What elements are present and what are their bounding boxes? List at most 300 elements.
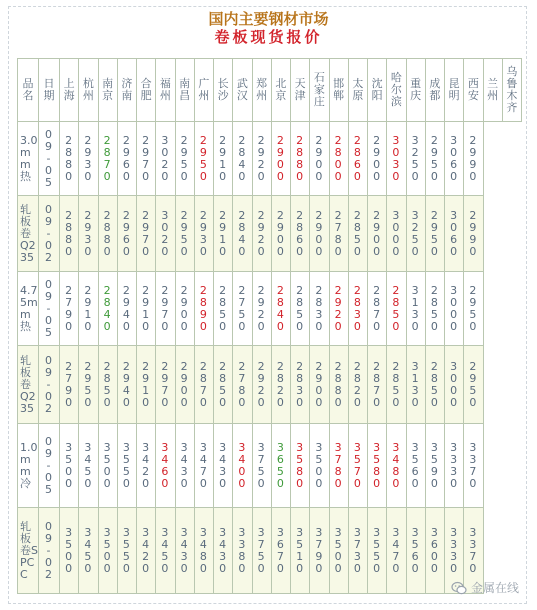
price-value: 2870 <box>199 359 208 409</box>
price-cell <box>271 122 290 196</box>
price-cell <box>445 346 464 424</box>
header-label: 郑州 <box>256 77 268 102</box>
price-cell <box>310 508 329 594</box>
price-cell <box>291 196 310 272</box>
price-value: 2870 <box>373 359 382 409</box>
price-value: 3130 <box>411 359 420 409</box>
price-value: 3550 <box>373 525 382 575</box>
price-value: 2880 <box>65 208 74 258</box>
price-cell <box>117 424 136 508</box>
price-value: 2880 <box>103 208 112 258</box>
price-cell <box>271 346 290 424</box>
price-cell <box>98 196 117 272</box>
price-cell <box>387 272 406 346</box>
price-cell <box>137 508 156 594</box>
price-cell <box>310 346 329 424</box>
table-row <box>18 196 522 272</box>
price-cell <box>156 122 175 196</box>
price-cell <box>117 346 136 424</box>
price-cell <box>425 346 444 424</box>
price-cell <box>368 196 387 272</box>
price-value: 2920 <box>334 283 343 333</box>
price-value: 2990 <box>469 133 478 183</box>
price-value: 3000 <box>450 359 459 409</box>
price-cell <box>156 272 175 346</box>
price-value: 3500 <box>65 525 74 575</box>
price-value: 3430 <box>180 440 189 490</box>
date-value: 09-05 <box>45 127 53 189</box>
price-cell <box>137 196 156 272</box>
price-cell <box>233 424 252 508</box>
price-cell <box>214 272 233 346</box>
price-cell <box>310 424 329 508</box>
price-cell <box>214 122 233 196</box>
price-cell <box>175 346 194 424</box>
price-value: 2850 <box>392 283 401 333</box>
price-value: 3670 <box>276 525 285 575</box>
price-value: 2900 <box>373 208 382 258</box>
table-row <box>18 424 522 508</box>
price-cell <box>117 196 136 272</box>
table-row <box>18 272 522 346</box>
header-product <box>18 59 39 122</box>
header-label: 成都 <box>429 77 441 102</box>
header-label: 北京 <box>275 77 287 102</box>
header-label: 南昌 <box>179 77 191 102</box>
header-city <box>291 59 310 122</box>
date-cell <box>39 272 60 346</box>
header-label: 福州 <box>159 77 171 102</box>
price-cell <box>252 196 271 272</box>
price-cell <box>214 196 233 272</box>
price-cell <box>60 424 79 508</box>
price-value: 3330 <box>450 440 459 490</box>
header-label: 广州 <box>198 77 210 102</box>
price-value: 2950 <box>180 208 189 258</box>
price-cell <box>252 424 271 508</box>
price-value: 3470 <box>392 525 401 575</box>
price-cell <box>194 122 213 196</box>
price-value: 2870 <box>373 283 382 333</box>
price-cell <box>271 272 290 346</box>
header-label: 石家庄 <box>313 71 325 108</box>
price-value: 2820 <box>276 359 285 409</box>
date-value: 09-02 <box>45 519 53 581</box>
date-cell <box>39 508 60 594</box>
header-city <box>464 59 483 122</box>
price-cell <box>60 508 79 594</box>
date-cell <box>39 346 60 424</box>
price-cell <box>425 424 444 508</box>
price-value: 2930 <box>84 208 93 258</box>
header-row <box>18 59 522 122</box>
price-value: 3750 <box>257 440 266 490</box>
price-value: 2960 <box>122 133 131 183</box>
price-cell <box>252 508 271 594</box>
price-cell <box>271 508 290 594</box>
header-label: 邯郸 <box>333 77 345 102</box>
price-cell <box>98 346 117 424</box>
price-cell <box>175 196 194 272</box>
price-value: 2840 <box>103 283 112 333</box>
watermark <box>451 579 519 596</box>
price-value: 3480 <box>392 440 401 490</box>
price-cell <box>233 196 252 272</box>
price-value: 2900 <box>180 359 189 409</box>
price-value: 2850 <box>219 359 228 409</box>
header-label: 品名 <box>22 77 34 102</box>
price-cell <box>348 196 367 272</box>
price-value: 3020 <box>161 208 170 258</box>
price-value: 2840 <box>276 283 285 333</box>
price-cell <box>387 508 406 594</box>
price-value: 3500 <box>65 440 74 490</box>
price-cell <box>117 508 136 594</box>
price-value: 2950 <box>469 283 478 333</box>
price-cell <box>445 122 464 196</box>
price-value: 2910 <box>219 133 228 183</box>
price-cell <box>79 272 98 346</box>
price-cell <box>175 508 194 594</box>
price-cell <box>329 272 348 346</box>
price-cell <box>348 424 367 508</box>
price-cell <box>233 122 252 196</box>
header-city <box>98 59 117 122</box>
header-city <box>194 59 213 122</box>
header-label: 南京 <box>102 77 114 102</box>
price-value: 2850 <box>430 283 439 333</box>
watermark-text: 金属在线 <box>470 581 519 595</box>
price-cell <box>214 424 233 508</box>
price-value: 3430 <box>219 440 228 490</box>
date-value: 09-02 <box>45 202 53 264</box>
price-cell <box>60 346 79 424</box>
price-value: 2850 <box>430 359 439 409</box>
price-value: 2930 <box>199 208 208 258</box>
price-value: 2920 <box>257 208 266 258</box>
price-value: 3560 <box>411 525 420 575</box>
price-cell <box>310 272 329 346</box>
price-value: 2910 <box>142 359 151 409</box>
header-label: 杭州 <box>82 77 94 102</box>
price-cell <box>406 196 425 272</box>
price-cell <box>60 196 79 272</box>
price-cell <box>156 196 175 272</box>
header-city <box>117 59 136 122</box>
price-cell <box>329 196 348 272</box>
price-value: 2970 <box>142 208 151 258</box>
header-label: 长沙 <box>217 77 229 102</box>
price-cell <box>175 424 194 508</box>
price-cell <box>445 272 464 346</box>
price-cell <box>194 424 213 508</box>
price-cell <box>291 424 310 508</box>
price-value: 2900 <box>276 208 285 258</box>
price-cell <box>79 424 98 508</box>
price-value: 2840 <box>238 133 247 183</box>
price-value: 3450 <box>84 440 93 490</box>
header-label: 日期 <box>43 77 55 102</box>
header-city <box>502 59 521 122</box>
price-value: 3370 <box>469 440 478 490</box>
price-cell <box>445 196 464 272</box>
price-cell <box>98 272 117 346</box>
price-cell <box>137 272 156 346</box>
price-value: 3500 <box>103 440 112 490</box>
price-value: 3580 <box>373 440 382 490</box>
table-row <box>18 122 522 196</box>
price-cell <box>368 424 387 508</box>
price-value: 2880 <box>296 133 305 183</box>
price-value: 2950 <box>199 133 208 183</box>
price-value: 2910 <box>142 283 151 333</box>
price-cell <box>368 346 387 424</box>
price-value: 3510 <box>296 525 305 575</box>
price-value: 2830 <box>315 283 324 333</box>
wechat-icon <box>451 580 467 596</box>
price-cell <box>194 272 213 346</box>
price-cell <box>368 122 387 196</box>
price-cell <box>464 346 483 424</box>
price-cell <box>348 122 367 196</box>
product-name: 1.0mm冷 <box>18 424 39 508</box>
header-label: 兰州 <box>487 77 499 102</box>
price-value: 2900 <box>180 283 189 333</box>
header-city <box>387 59 406 122</box>
price-value: 2850 <box>296 283 305 333</box>
header-label: 太原 <box>352 77 364 102</box>
price-value: 2790 <box>65 283 74 333</box>
price-value: 2930 <box>84 133 93 183</box>
header-city <box>425 59 444 122</box>
price-cell <box>117 272 136 346</box>
price-cell <box>329 346 348 424</box>
table-row <box>18 508 522 594</box>
price-value: 3500 <box>334 525 343 575</box>
price-cell <box>406 346 425 424</box>
price-value: 3750 <box>257 525 266 575</box>
date-value: 09-05 <box>45 434 53 496</box>
header-date <box>39 59 60 122</box>
header-city <box>348 59 367 122</box>
price-cell <box>368 272 387 346</box>
price-cell <box>291 508 310 594</box>
product-name: 3.0mm热 <box>18 122 39 196</box>
price-value: 3450 <box>84 525 93 575</box>
price-value: 2850 <box>353 208 362 258</box>
price-cell <box>368 508 387 594</box>
price-value: 3130 <box>411 283 420 333</box>
price-value: 2890 <box>199 283 208 333</box>
date-cell <box>39 424 60 508</box>
price-cell <box>194 508 213 594</box>
price-value: 2950 <box>430 133 439 183</box>
price-value: 2940 <box>122 359 131 409</box>
price-value: 2960 <box>122 208 131 258</box>
price-value: 3590 <box>430 440 439 490</box>
header-label: 沈阳 <box>371 77 383 102</box>
price-value: 2970 <box>142 133 151 183</box>
price-cell <box>310 122 329 196</box>
price-cell <box>252 272 271 346</box>
price-value: 3370 <box>469 525 478 575</box>
price-cell <box>271 196 290 272</box>
date-value: 09-05 <box>45 277 53 339</box>
price-value: 3250 <box>411 208 420 258</box>
price-value: 2800 <box>334 133 343 183</box>
header-city <box>329 59 348 122</box>
header-city <box>60 59 79 122</box>
header-label: 济南 <box>121 77 133 102</box>
header-city <box>233 59 252 122</box>
price-value: 3730 <box>353 525 362 575</box>
price-cell <box>271 424 290 508</box>
price-value: 3060 <box>450 208 459 258</box>
price-value: 3480 <box>199 525 208 575</box>
price-cell <box>387 122 406 196</box>
date-cell <box>39 196 60 272</box>
header-city <box>271 59 290 122</box>
price-cell <box>464 196 483 272</box>
price-value: 2950 <box>84 359 93 409</box>
price-value: 2940 <box>122 283 131 333</box>
price-value: 3650 <box>276 440 285 490</box>
price-value: 3330 <box>450 525 459 575</box>
price-cell <box>79 196 98 272</box>
price-value: 2970 <box>161 283 170 333</box>
price-value: 2990 <box>469 208 478 258</box>
table-body <box>18 122 522 594</box>
price-cell <box>387 196 406 272</box>
header-label: 昆明 <box>448 77 460 102</box>
header-city <box>310 59 329 122</box>
price-cell <box>79 346 98 424</box>
price-cell <box>79 508 98 594</box>
product-name: 4.75mm热 <box>18 272 39 346</box>
price-cell <box>194 346 213 424</box>
price-value: 3600 <box>430 525 439 575</box>
price-value: 3560 <box>411 440 420 490</box>
price-cell <box>233 272 252 346</box>
price-cell <box>60 272 79 346</box>
price-cell <box>156 424 175 508</box>
header-label: 重庆 <box>410 77 422 102</box>
price-cell <box>137 424 156 508</box>
price-cell <box>329 424 348 508</box>
price-cell <box>117 122 136 196</box>
price-value: 2840 <box>238 208 247 258</box>
price-cell <box>175 122 194 196</box>
product-name: 轧板卷SPCC <box>18 508 39 594</box>
price-value: 2780 <box>238 359 247 409</box>
price-cell <box>98 508 117 594</box>
price-cell <box>79 122 98 196</box>
header-city <box>156 59 175 122</box>
date-value: 09-02 <box>45 353 53 415</box>
price-cell <box>98 122 117 196</box>
price-value: 3460 <box>161 440 170 490</box>
price-value: 2920 <box>257 133 266 183</box>
price-cell <box>137 122 156 196</box>
price-value: 2860 <box>353 133 362 183</box>
price-value: 3000 <box>450 283 459 333</box>
price-value: 3780 <box>334 440 343 490</box>
header-city <box>252 59 271 122</box>
header-label: 哈尔滨 <box>390 71 402 108</box>
price-cell <box>252 346 271 424</box>
price-value: 2950 <box>180 133 189 183</box>
product-name: 轧板卷Q235 <box>18 196 39 272</box>
price-cell <box>252 122 271 196</box>
price-value: 3570 <box>353 440 362 490</box>
price-value: 2900 <box>373 133 382 183</box>
price-cell <box>464 424 483 508</box>
price-cell <box>214 508 233 594</box>
header-label: 乌鲁木齐 <box>506 65 518 114</box>
header-city <box>406 59 425 122</box>
page-subtitle: 卷板现货报价 <box>214 28 323 46</box>
price-value: 2850 <box>219 283 228 333</box>
price-cell <box>329 508 348 594</box>
header-city <box>214 59 233 122</box>
date-cell <box>39 122 60 196</box>
price-value: 2780 <box>334 208 343 258</box>
price-value: 2860 <box>296 208 305 258</box>
price-value: 3550 <box>122 525 131 575</box>
price-value: 3550 <box>122 440 131 490</box>
price-value: 3430 <box>180 525 189 575</box>
price-cell <box>156 508 175 594</box>
price-value: 2880 <box>334 359 343 409</box>
price-cell <box>348 272 367 346</box>
price-value: 2900 <box>315 208 324 258</box>
price-cell <box>60 122 79 196</box>
price-value: 2910 <box>219 208 228 258</box>
price-cell <box>214 346 233 424</box>
price-cell <box>387 424 406 508</box>
header-city <box>445 59 464 122</box>
price-cell <box>406 272 425 346</box>
price-cell <box>175 272 194 346</box>
price-value: 3420 <box>142 525 151 575</box>
price-value: 2900 <box>276 133 285 183</box>
header-city <box>368 59 387 122</box>
header-label: 武汉 <box>236 77 248 102</box>
price-value: 3430 <box>219 525 228 575</box>
price-cell <box>406 122 425 196</box>
header-city <box>79 59 98 122</box>
page-title: 国内主要钢材市场 <box>208 10 329 28</box>
price-cell <box>291 122 310 196</box>
price-value: 3420 <box>142 440 151 490</box>
price-cell <box>329 122 348 196</box>
product-name: 轧板卷Q235 <box>18 346 39 424</box>
price-value: 3380 <box>238 525 247 575</box>
price-value: 2950 <box>469 359 478 409</box>
price-cell <box>156 346 175 424</box>
price-value: 2870 <box>103 133 112 183</box>
price-cell <box>406 424 425 508</box>
price-cell <box>233 508 252 594</box>
price-value: 3500 <box>103 525 112 575</box>
price-value: 3000 <box>392 208 401 258</box>
price-cell <box>291 346 310 424</box>
header-label: 天津 <box>294 77 306 102</box>
price-cell <box>406 508 425 594</box>
price-value: 2920 <box>257 359 266 409</box>
title-block <box>0 10 537 46</box>
table-row <box>18 346 522 424</box>
